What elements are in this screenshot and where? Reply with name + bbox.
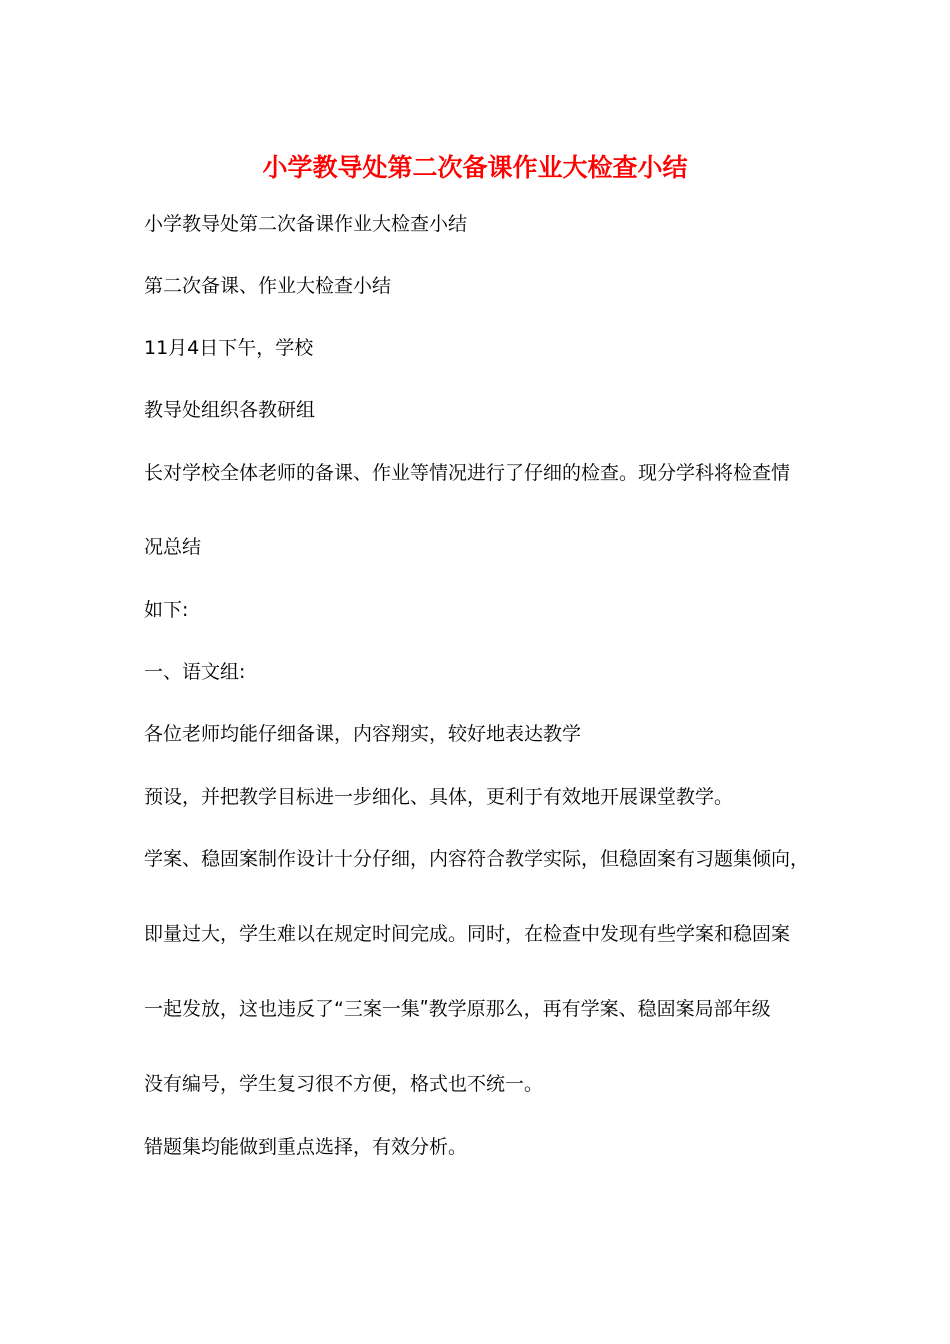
paragraph-intro: 长对学校全体老师的备课、作业等情况进行了仔细的检查。现分学科将检查情 (144, 462, 791, 484)
section-heading-chinese: 一、语文组: (144, 661, 246, 683)
paragraph-teaching-goals: 预设，并把教学目标进一步细化、具体，更利于有效地开展课堂教学。 (144, 786, 734, 808)
paragraph-organizer: 教导处组织各教研组 (144, 399, 316, 421)
paragraph-workload: 即量过大，学生难以在规定时间完成。同时，在检查中发现有些学案和稳固案 (144, 923, 791, 945)
paragraph-error-collection: 错题集均能做到重点选择，有效分析。 (144, 1136, 468, 1158)
paragraph-numbering: 没有编号，学生复习很不方便，格式也不统一。 (144, 1073, 544, 1095)
paragraph-study-plan: 学案、稳固案制作设计十分仔细，内容符合教学实际，但稳固案有习题集倾向， (144, 848, 810, 870)
paragraph-date: 11月4日下午，学校 (144, 337, 314, 359)
paragraph-lesson-prep: 各位老师均能仔细备课，内容翔实，较好地表达教学 (144, 723, 582, 745)
document-title: 小学教导处第二次备课作业大检查小结 (262, 153, 688, 182)
paragraph-as-follows: 如下: (144, 599, 189, 621)
paragraph-subtitle: 小学教导处第二次备课作业大检查小结 (144, 213, 468, 235)
paragraph-heading: 第二次备课、作业大检查小结 (144, 275, 392, 297)
paragraph-intro-cont: 况总结 (144, 536, 202, 558)
paragraph-principle: 一起发放，这也违反了“三案一集ʺ教学原那么，再有学案、稳固案局部年级 (144, 998, 771, 1020)
